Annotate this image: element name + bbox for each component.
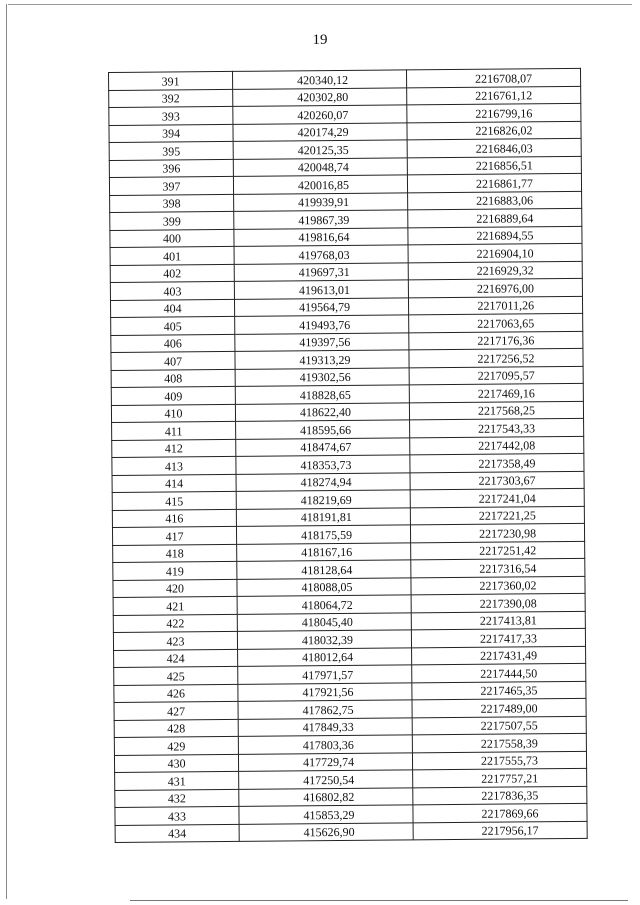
point-number-cell: 422 (113, 614, 237, 633)
x-coordinate-cell: 420174,29 (233, 122, 407, 141)
x-coordinate-cell: 418474,67 (236, 437, 410, 456)
page-edge-bottom (130, 900, 628, 901)
x-coordinate-cell: 418175,59 (236, 525, 410, 544)
y-coordinate-cell: 2217316,54 (411, 558, 585, 577)
table-row (115, 821, 587, 843)
y-coordinate-cell: 2216894,55 (408, 226, 582, 245)
y-coordinate-cell: 2216761,12 (407, 86, 581, 105)
y-coordinate-cell: 2217221,25 (410, 506, 584, 525)
x-coordinate-cell: 417849,33 (238, 717, 412, 736)
y-coordinate-cell: 2216846,03 (407, 138, 581, 157)
point-number-cell: 419 (113, 561, 237, 580)
point-number-cell: 397 (109, 176, 233, 195)
point-number-cell: 414 (112, 474, 236, 493)
x-coordinate-cell: 420260,07 (233, 105, 407, 124)
point-number-cell: 428 (114, 719, 238, 738)
y-coordinate-cell: 2217063,65 (409, 313, 583, 332)
x-coordinate-cell: 417729,74 (238, 752, 412, 771)
point-number-cell: 412 (112, 439, 236, 458)
y-coordinate-cell: 2217360,02 (411, 576, 585, 595)
y-coordinate-cell: 2217011,26 (408, 296, 582, 315)
x-coordinate-cell: 419697,31 (234, 262, 408, 281)
y-coordinate-cell: 2217303,67 (410, 471, 584, 490)
point-number-cell: 434 (115, 824, 239, 843)
y-coordinate-cell: 2217444,50 (412, 663, 586, 682)
x-coordinate-cell: 420340,12 (232, 70, 406, 89)
x-coordinate-cell: 418353,73 (236, 455, 410, 474)
x-coordinate-cell: 418274,94 (236, 472, 410, 491)
point-number-cell: 429 (114, 736, 238, 755)
point-number-cell: 399 (110, 211, 234, 230)
point-number-cell: 402 (110, 264, 234, 283)
y-coordinate-cell: 2217869,66 (413, 803, 587, 822)
x-coordinate-cell: 416802,82 (239, 787, 413, 806)
x-coordinate-cell: 418128,64 (237, 560, 411, 579)
x-coordinate-cell: 420302,80 (233, 87, 407, 106)
y-coordinate-cell: 2216826,02 (407, 121, 581, 140)
x-coordinate-cell: 418032,39 (237, 630, 411, 649)
x-coordinate-cell: 419768,03 (234, 245, 408, 264)
y-coordinate-cell: 2217836,35 (413, 786, 587, 805)
coordinates-table-body (109, 68, 588, 842)
x-coordinate-cell: 418219,69 (236, 490, 410, 509)
y-coordinate-cell: 2216929,32 (408, 261, 582, 280)
x-coordinate-cell: 418045,40 (237, 612, 411, 631)
x-coordinate-cell: 419867,39 (234, 210, 408, 229)
x-coordinate-cell: 417971,57 (238, 665, 412, 684)
y-coordinate-cell: 2217358,49 (410, 453, 584, 472)
x-coordinate-cell: 418595,66 (236, 420, 410, 439)
x-coordinate-cell: 418622,40 (235, 402, 409, 421)
y-coordinate-cell: 2216976,00 (408, 278, 582, 297)
point-number-cell: 410 (111, 404, 235, 423)
point-number-cell: 409 (111, 386, 235, 405)
x-coordinate-cell: 419397,56 (235, 332, 409, 351)
y-coordinate-cell: 2217956,17 (413, 821, 587, 840)
point-number-cell: 425 (114, 666, 238, 685)
point-number-cell: 423 (113, 631, 237, 650)
x-coordinate-cell: 418088,05 (237, 577, 411, 596)
coordinates-table-wrapper (108, 68, 587, 843)
y-coordinate-cell: 2217507,55 (412, 716, 586, 735)
x-coordinate-cell: 417250,54 (239, 770, 413, 789)
point-number-cell: 400 (110, 229, 234, 248)
point-number-cell: 411 (112, 421, 236, 440)
point-number-cell: 430 (114, 754, 238, 773)
y-coordinate-cell: 2216889,64 (408, 208, 582, 227)
x-coordinate-cell: 419613,01 (234, 280, 408, 299)
y-coordinate-cell: 2217095,57 (409, 366, 583, 385)
x-coordinate-cell: 417803,36 (238, 735, 412, 754)
page-edge-top (8, 4, 632, 5)
y-coordinate-cell: 2217431,49 (412, 646, 586, 665)
y-coordinate-cell: 2217555,73 (412, 751, 586, 770)
x-coordinate-cell: 415853,29 (239, 805, 413, 824)
point-number-cell: 432 (115, 789, 239, 808)
y-coordinate-cell: 2217413,81 (411, 611, 585, 630)
point-number-cell: 418 (113, 544, 237, 563)
point-number-cell: 408 (111, 369, 235, 388)
x-coordinate-cell: 419564,79 (234, 297, 408, 316)
point-number-cell: 395 (109, 141, 233, 160)
x-coordinate-cell: 418064,72 (237, 595, 411, 614)
point-number-cell: 415 (112, 491, 236, 510)
y-coordinate-cell: 2217465,35 (412, 681, 586, 700)
y-coordinate-cell: 2217543,33 (410, 418, 584, 437)
point-number-cell: 401 (110, 246, 234, 265)
x-coordinate-cell: 418167,16 (237, 542, 411, 561)
point-number-cell: 417 (112, 526, 236, 545)
y-coordinate-cell: 2217442,08 (410, 436, 584, 455)
point-number-cell: 427 (114, 701, 238, 720)
y-coordinate-cell: 2217251,42 (411, 541, 585, 560)
x-coordinate-cell: 417862,75 (238, 700, 412, 719)
point-number-cell: 407 (111, 351, 235, 370)
y-coordinate-cell: 2216861,77 (407, 173, 581, 192)
point-number-cell: 403 (110, 281, 234, 300)
y-coordinate-cell: 2216856,51 (407, 156, 581, 175)
x-coordinate-cell: 419313,29 (235, 350, 409, 369)
x-coordinate-cell: 418191,81 (236, 507, 410, 526)
y-coordinate-cell: 2217417,33 (411, 628, 585, 647)
point-number-cell: 424 (114, 649, 238, 668)
point-number-cell: 416 (112, 509, 236, 528)
point-number-cell: 420 (113, 579, 237, 598)
x-coordinate-cell: 418828,65 (235, 385, 409, 404)
x-coordinate-cell: 420016,85 (233, 175, 407, 194)
point-number-cell: 394 (109, 124, 233, 143)
point-number-cell: 406 (111, 334, 235, 353)
y-coordinate-cell: 2217568,25 (409, 401, 583, 420)
y-coordinate-cell: 2217230,98 (410, 523, 584, 542)
point-number-cell: 392 (109, 89, 233, 108)
y-coordinate-cell: 2216799,16 (407, 103, 581, 122)
x-coordinate-cell: 419939,91 (234, 192, 408, 211)
point-number-cell: 426 (114, 684, 238, 703)
x-coordinate-cell: 417921,56 (238, 682, 412, 701)
x-coordinate-cell: 420125,35 (233, 140, 407, 159)
point-number-cell: 421 (113, 596, 237, 615)
point-number-cell: 431 (115, 771, 239, 790)
x-coordinate-cell: 415626,90 (239, 822, 413, 841)
x-coordinate-cell: 420048,74 (233, 157, 407, 176)
page-edge-left (6, 4, 7, 899)
point-number-cell: 398 (110, 194, 234, 213)
y-coordinate-cell: 2217757,21 (413, 768, 587, 787)
y-coordinate-cell: 2216883,06 (408, 191, 582, 210)
y-coordinate-cell: 2217241,04 (410, 488, 584, 507)
y-coordinate-cell: 2217176,36 (409, 331, 583, 350)
point-number-cell: 391 (109, 71, 233, 90)
x-coordinate-cell: 419493,76 (235, 315, 409, 334)
point-number-cell: 393 (109, 106, 233, 125)
y-coordinate-cell: 2216708,07 (406, 68, 580, 87)
y-coordinate-cell: 2217390,08 (411, 593, 585, 612)
y-coordinate-cell: 2216904,10 (408, 243, 582, 262)
y-coordinate-cell: 2217256,52 (409, 348, 583, 367)
x-coordinate-cell: 419816,64 (234, 227, 408, 246)
x-coordinate-cell: 419302,56 (235, 367, 409, 386)
coordinates-table (108, 68, 588, 843)
y-coordinate-cell: 2217558,39 (412, 733, 586, 752)
point-number-cell: 396 (109, 159, 233, 178)
point-number-cell: 433 (115, 806, 239, 825)
point-number-cell: 404 (110, 299, 234, 318)
y-coordinate-cell: 2217489,00 (412, 698, 586, 717)
point-number-cell: 405 (111, 316, 235, 335)
page-number: 19 (312, 32, 328, 48)
point-number-cell: 413 (112, 456, 236, 475)
y-coordinate-cell: 2217469,16 (409, 383, 583, 402)
x-coordinate-cell: 418012,64 (238, 647, 412, 666)
